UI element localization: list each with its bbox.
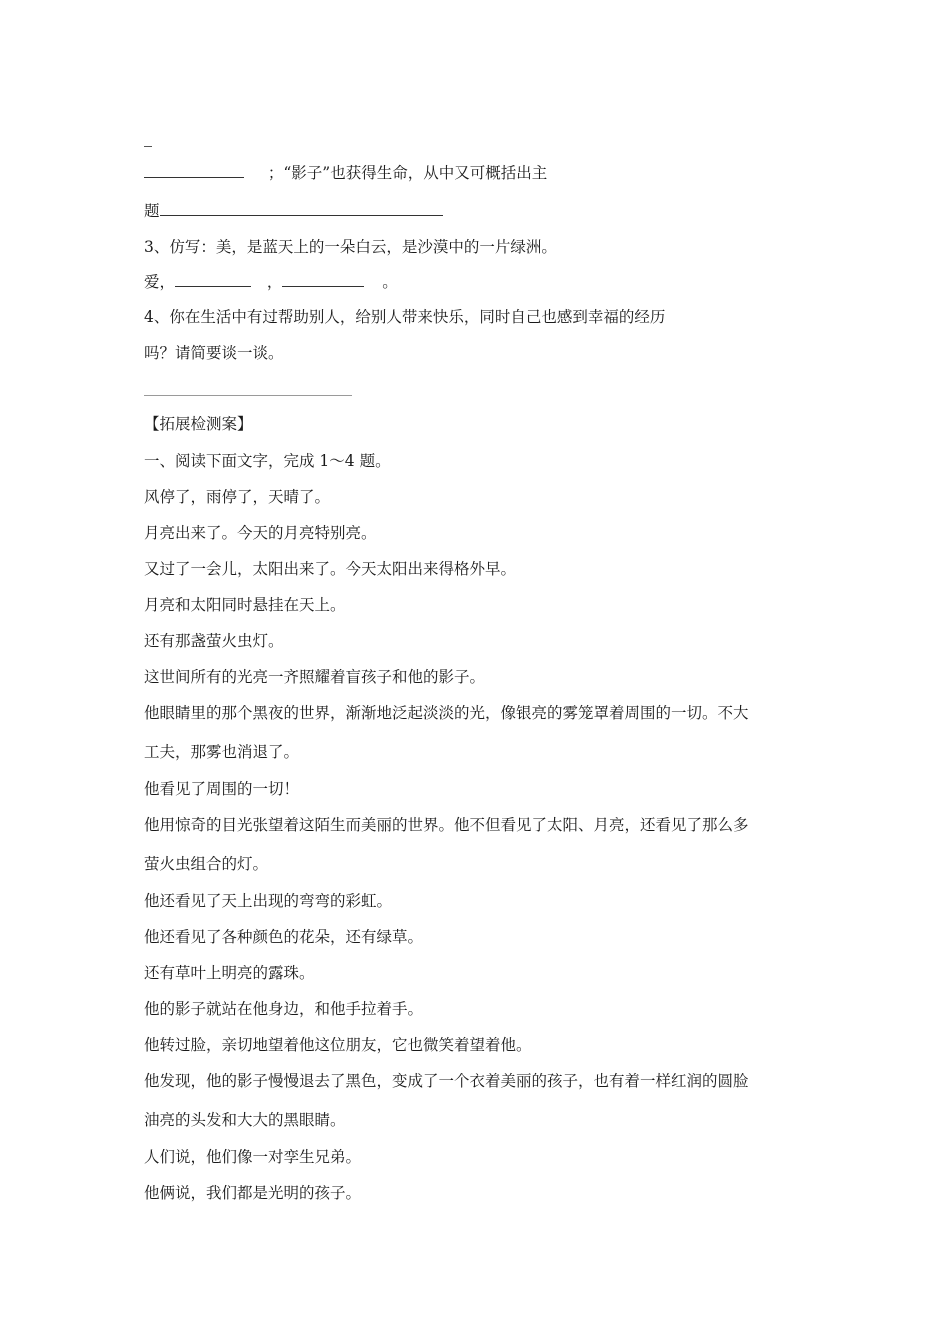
- imitation-blank-1[interactable]: [175, 272, 251, 287]
- theme-answer-blank[interactable]: [160, 201, 443, 216]
- question-4-line-2: 吗？请简要谈一谈。: [144, 344, 284, 362]
- question-2-text: ；“影子”也获得生命，从中又可概括出主: [267, 164, 548, 182]
- stray-dash: [144, 146, 152, 147]
- passage-line: 工夫，那雾也消退了。: [144, 743, 300, 761]
- passage-line: 他俩说，我们都是光明的孩子。: [144, 1184, 362, 1202]
- passage-line: 月亮和太阳同时悬挂在天上。: [144, 596, 346, 614]
- passage-line: 人们说，他们像一对孪生兄弟。: [144, 1148, 362, 1166]
- passage-line: 萤火虫组合的灯。: [144, 855, 269, 873]
- passage-line: 这世间所有的光亮一齐照耀着盲孩子和他的影子。: [144, 668, 486, 686]
- question-2-theme-line: [144, 201, 443, 221]
- question-3: 3、仿写：美，是蓝天上的一朵白云，是沙漠中的一片绿洲。: [144, 238, 557, 256]
- passage-line: 他用惊奇的目光张望着这陌生而美丽的世界。他不但看见了太阳、月亮，还看见了那么多: [144, 816, 749, 834]
- question-2-continuation: [144, 163, 547, 183]
- passage-line: 他眼睛里的那个黑夜的世界，渐渐地泛起淡淡的光，像银亮的雾笼罩着周围的一切。不大: [144, 704, 749, 722]
- section-title: 【拓展检测案】: [144, 415, 253, 433]
- reading-instruction: 一、阅读下面文字，完成 1～4 题。: [144, 452, 391, 470]
- answer-blank[interactable]: [144, 163, 244, 178]
- theme-label: 题: [144, 202, 160, 220]
- passage-line: 他的影子就站在他身边，和他手拉着手。: [144, 1000, 424, 1018]
- imitation-blank-2[interactable]: [282, 272, 364, 287]
- imitation-lead: 爱，: [144, 273, 176, 291]
- imitation-comma: ，: [266, 273, 283, 291]
- passage-line: 他还看见了天上出现的弯弯的彩虹。: [144, 892, 393, 910]
- passage-line: 他发现，他的影子慢慢退去了黑色，变成了一个衣着美丽的孩子，也有着一样红润的圆脸: [144, 1072, 749, 1090]
- passage-line: 月亮出来了。今天的月亮特别亮。: [144, 524, 377, 542]
- passage-line: 他看见了周围的一切！: [144, 780, 300, 798]
- passage-line: 油亮的头发和大大的黑眼睛。: [144, 1111, 346, 1129]
- question-4-line-1: 4、你在生活中有过帮助别人，给别人带来快乐，同时自己也感到幸福的经历: [144, 308, 666, 326]
- passage-line: 还有草叶上明亮的露珠。: [144, 964, 315, 982]
- question-3-imitation-line: [144, 272, 398, 292]
- imitation-period: 。: [382, 273, 398, 291]
- passage-line: 还有那盏萤火虫灯。: [144, 632, 284, 650]
- passage-line: 他还看见了各种颜色的花朵，还有绿草。: [144, 928, 424, 946]
- passage-line: 他转过脸，亲切地望着他这位朋友，它也微笑着望着他。: [144, 1036, 532, 1054]
- answer-rule[interactable]: [144, 395, 352, 396]
- passage-line: 风停了，雨停了，天晴了。: [144, 488, 331, 506]
- passage-line: 又过了一会儿，太阳出来了。今天太阳出来得格外早。: [144, 560, 517, 578]
